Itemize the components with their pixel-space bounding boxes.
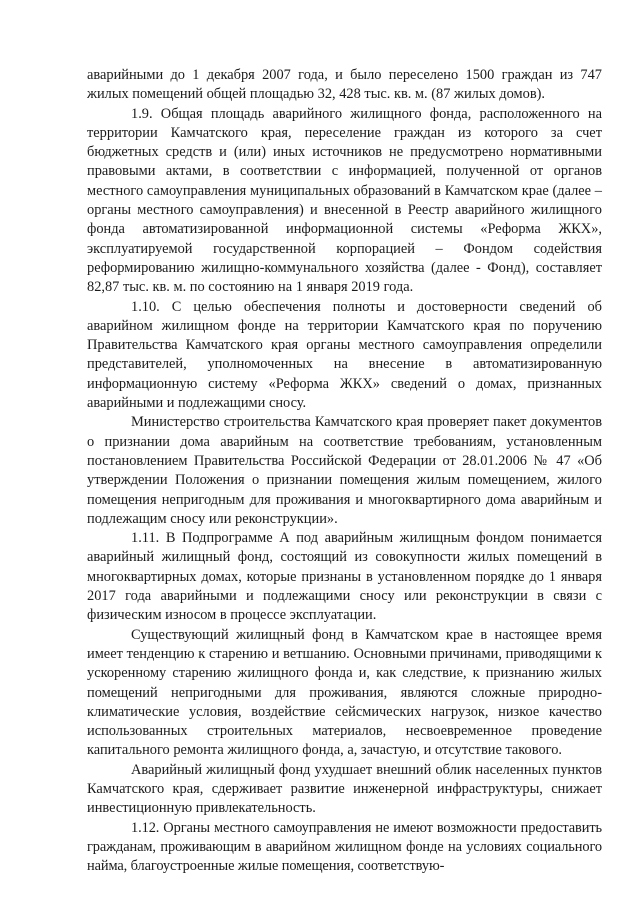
paragraph-continuation: аварийными до 1 декабря 2007 года, и было переселено 1500 граждан из 747 жилых помещений общей площадью 32, 428 тыс. кв. м. (87 жилых домов).: [87, 67, 602, 103]
paragraph-1-9: 1.9. Общая площадь аварийного жилищного фонда, расположенного на территории Камчатского края, переселение граждан из которого за счет бюджетных средств и (или) иных источников не предусмотрено нормативными правовыми актами, в соответствии с информацией, полученной от органов местного самоуправления муниципальных образований в Камчатском крае (далее – органы местного самоуправления) и внесенной в Реестр аварийного жилищного фонда автоматизированной информационной системы «Реформа ЖКХ», эксплуатируемой государственной корпорацией – Фондом содействия реформированию жилищно-коммунального хозяйства (далее - Фонд), составляет 82,87 тыс. кв. м. по состоянию на 1 января 2019 года.: [87, 105, 602, 296]
paragraph-1-12: 1.12. Органы местного самоуправления не имеют возможности предоставить гражданам, проживающим в аварийном жилищном фонде на условиях социального найма, благоустроенные жилые помещения, соответствую-: [87, 819, 602, 875]
paragraph-ministry-check: Министерство строительства Камчатского края проверяет пакет документов о признании дома аварийным на соответствие требованиям, установленным постановлением Правительства Российской Федерации от 28.01.2006 № 47 «Об утверждении Положения о признании помещения жилым помещением, жилого помещения непригодным для проживания и многоквартирного дома аварийным и подлежащим сносу или реконструкции».: [87, 414, 602, 527]
paragraph-emergency-impact: Аварийный жилищный фонд ухудшает внешний облик населенных пунктов Камчатского края, сдерживает развитие инженерной инфраструктуры, снижает инвестиционную привлекательность.: [87, 761, 602, 817]
paragraph-housing-aging: Существующий жилищный фонд в Камчатском крае в настоящее время имеет тенденцию к старению и ветшанию. Основными причинами, приводящими к ускоренному старению жилищного фонда и, как следствие, к признанию жилых помещений непригодными для проживания, являются сложные природно-климатические условия, воздействие сейсмических нагрузок, низкое качество использованных строительных материалов, несвоевременное проведение капитального ремонта жилищного фонда, а, зачастую, и отсутствие такового.: [87, 626, 602, 759]
paragraph-1-11: 1.11. В Подпрограмме А под аварийным жилищным фондом понимается аварийный жилищный фонд, состоящий из совокупности жилых помещений в многоквартирных домах, которые признаны в установленном порядке до 1 января 2017 года аварийными и подлежащими сносу или реконструкции в связи с физическим износом в процессе эксплуатации.: [87, 530, 602, 624]
paragraph-1-10: 1.10. С целью обеспечения полноты и достоверности сведений об аварийном жилищном фонде на территории Камчатского края по поручению Правительства Камчатского края органы местного самоуправления определили представителей, уполномоченных на внесение в автоматизированную информационную систему «Реформа ЖКХ» сведений о домах, признанных аварийными и подлежащими сносу.: [87, 298, 602, 412]
